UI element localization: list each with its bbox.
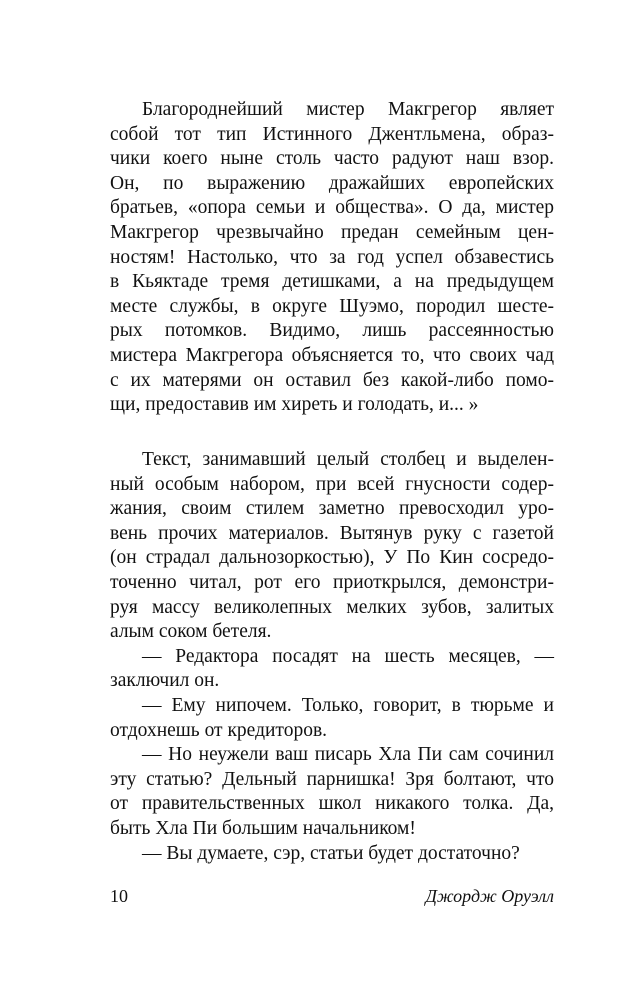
- text-line: ностям! Настолько, что за год успел обзавестись: [110, 246, 554, 268]
- text-line: жания, своим стилем заметно превосходил уро-: [110, 498, 554, 520]
- text-line: (он страдал дальнозоркостью), У По Кин сосредо-: [110, 547, 554, 569]
- text-line: ный особым набором, при всей гнусности содер-: [110, 473, 554, 495]
- text-line: мистера Макгрегора объясняется то, что своих чад: [110, 344, 554, 366]
- text-line: вень прочих материалов. Вытянув руку с газетой: [110, 522, 554, 544]
- text-line: отдохнешь от кредиторов.: [110, 719, 328, 741]
- text-line: собой тот тип Истинного Джентльмена, образ-: [110, 123, 554, 145]
- text-line: Текст, занимавший целый столбец и выделен-: [142, 449, 554, 470]
- text-line: щи, предоставив им хиреть и голодать, и... »: [110, 394, 479, 416]
- text-line: чики коего ныне столь часто радуют наш взор.: [110, 148, 554, 170]
- page-footer: [110, 883, 554, 909]
- text-line: точенно читал, рот его приоткрылся, демонстри-: [110, 571, 554, 593]
- dialogue-paragraph: [110, 743, 554, 841]
- text-line: — Но неужели ваш писарь Хла Пи сам сочинил: [142, 744, 554, 766]
- dialogue-paragraph: [110, 694, 554, 743]
- text-line: от правительственных школ никакого толка. Да,: [110, 793, 554, 815]
- text-line: рых потомков. Видимо, лишь рассеянностью: [110, 320, 554, 342]
- text-line: эту статью? Дельный парнишка! Зря болтают, что: [110, 768, 554, 790]
- text-line: — Вы думаете, сэр, статьи будет достаточно?: [142, 842, 520, 864]
- text-line: месте службы, в округе Шуэмо, породил шесте-: [110, 295, 554, 317]
- text-line: алым соком бетеля.: [110, 621, 272, 643]
- dialogue-paragraph: [110, 645, 554, 694]
- text-line: Он, по выражению дражайших европейских: [110, 172, 554, 194]
- text-line: быть Хла Пи большим начальником!: [110, 817, 416, 839]
- page-number: 10: [110, 886, 128, 906]
- running-author: Джордж Оруэлл: [425, 886, 554, 906]
- text-line: Макгрегор чрезвычайно предан семейным цен-: [110, 221, 554, 243]
- paragraph: [110, 448, 554, 645]
- text-line: Благороднейший мистер Макгрегор являет: [142, 99, 554, 120]
- text-line: — Редактора посадят на шесть месяцев, —: [142, 645, 554, 667]
- text-line: в Кьяктаде тремя детишками, а на предыдущем: [110, 271, 554, 293]
- main-text: [110, 448, 554, 866]
- dialogue-paragraph: [110, 842, 554, 867]
- text-line: братьев, «опора семьи и общества». О да, мистер: [110, 197, 554, 219]
- text-line: — Ему нипочем. Только, говорит, в тюрьме и: [142, 694, 554, 716]
- text-line: заключил он.: [110, 670, 220, 692]
- quote-paragraph: [110, 98, 554, 418]
- text-line: руя массу великолепных мелких зубов, залитых: [110, 596, 554, 618]
- text-line: с их матерями он оставил без какой-либо помо-: [110, 369, 554, 391]
